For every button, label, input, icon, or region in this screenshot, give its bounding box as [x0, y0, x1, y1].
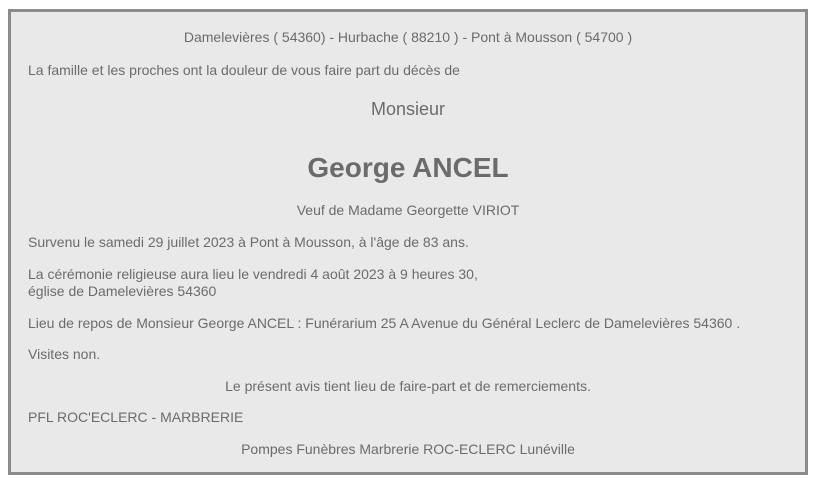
deceased-name: George ANCEL [307, 152, 509, 183]
obituary-notice [8, 9, 808, 475]
thanks-line: Le présent avis tient lieu de faire-part et de remerciements. [225, 378, 591, 394]
visits-line: Visites non. [28, 346, 101, 362]
relation-line: Veuf de Madame Georgette VIRIOT [296, 202, 520, 218]
company-line: PFL ROC'ECLERC - MARBRERIE [28, 409, 244, 425]
death-line: Survenu le samedi 29 juillet 2023 à Pont à Mousson, à l'âge de 83 ans. [28, 234, 469, 250]
rest-place-line: Lieu de repos de Monsieur George ANCEL : Funérarium 25 A Avenue du Général Leclerc de Damelevières 54360 . [28, 315, 741, 331]
ceremony-line-1: La cérémonie religieuse aura lieu le vendredi 4 août 2023 à 9 heures 30, [28, 266, 478, 282]
intro-line: La famille et les proches ont la douleur de vous faire part du décès de [28, 62, 460, 78]
signature-line: Pompes Funèbres Marbrerie ROC-ECLERC Lunéville [241, 441, 575, 457]
locations-line: Damelevières ( 54360) - Hurbache ( 88210 ) - Pont à Mousson ( 54700 ) [183, 29, 633, 45]
ceremony-line-2: église de Damelevières 54360 [28, 283, 217, 299]
civility-title: Monsieur [370, 99, 446, 119]
